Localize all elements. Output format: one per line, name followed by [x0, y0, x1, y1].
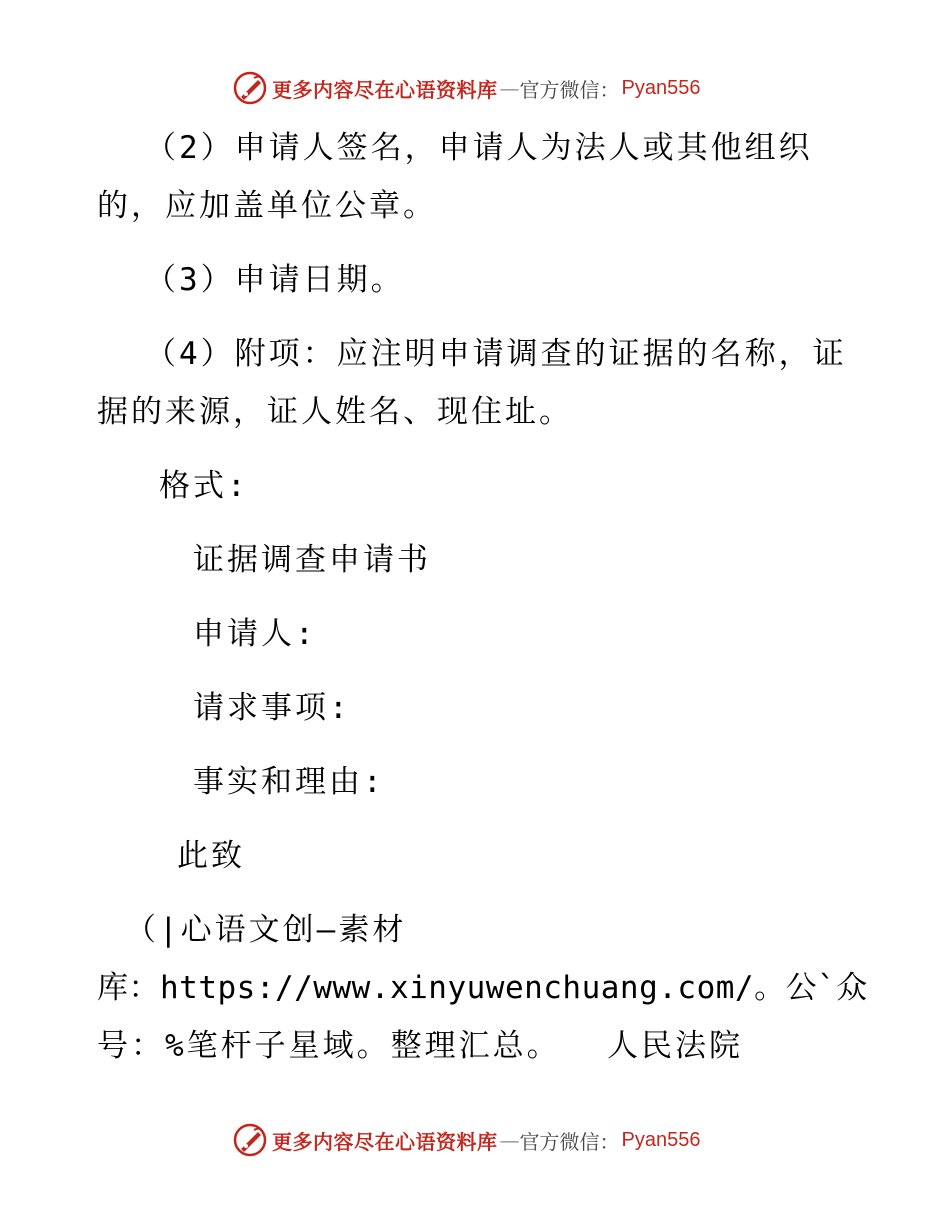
header-banner [232, 70, 700, 106]
paragraph-4-line-1: （4）附项：应注明申请调查的证据的名称，证 [145, 336, 847, 372]
form-title: 证据调查申请书 [193, 542, 431, 578]
quill-pen-logo-icon [232, 1122, 268, 1158]
closing-salutation: 此致 [177, 838, 245, 874]
paragraph-2-line-1: （2）申请人签名，申请人为法人或其他组织 [145, 130, 813, 166]
facts-reasons-field: 事实和理由: [193, 764, 385, 800]
footer-banner [232, 1122, 700, 1158]
banner-wechat-label: 官方微信： [519, 1129, 620, 1154]
quill-pen-logo-icon [232, 70, 268, 106]
banner-text: 更多内容尽在心语资料库 [272, 77, 498, 102]
paragraph-3: （3）申请日期。 [145, 262, 405, 298]
note-line-3: 号：%笔杆子星域。整理汇总。 [97, 1028, 561, 1064]
banner-wechat-id: Pyan556 [621, 76, 701, 99]
banner-wechat-id: Pyan556 [621, 1128, 701, 1151]
court-name: 人民法院 [607, 1028, 743, 1064]
note-line-2: 库：https://www.xinyuwenchuang.com/。公`众 [97, 970, 868, 1006]
paragraph-4-line-2: 据的来源，证人姓名、现住址。 [97, 394, 573, 430]
banner-wechat-label: 官方微信： [519, 77, 620, 102]
banner-separator: — [499, 76, 520, 100]
note-line-1: （|心语文创—素材 [125, 912, 407, 948]
applicant-field: 申请人: [193, 616, 317, 652]
banner-separator: — [499, 1128, 520, 1152]
request-items-field: 请求事项: [193, 690, 351, 726]
banner-text: 更多内容尽在心语资料库 [272, 1129, 498, 1154]
paragraph-2-line-2: 的，应加盖单位公章。 [97, 188, 437, 224]
format-label: 格式: [159, 468, 249, 504]
